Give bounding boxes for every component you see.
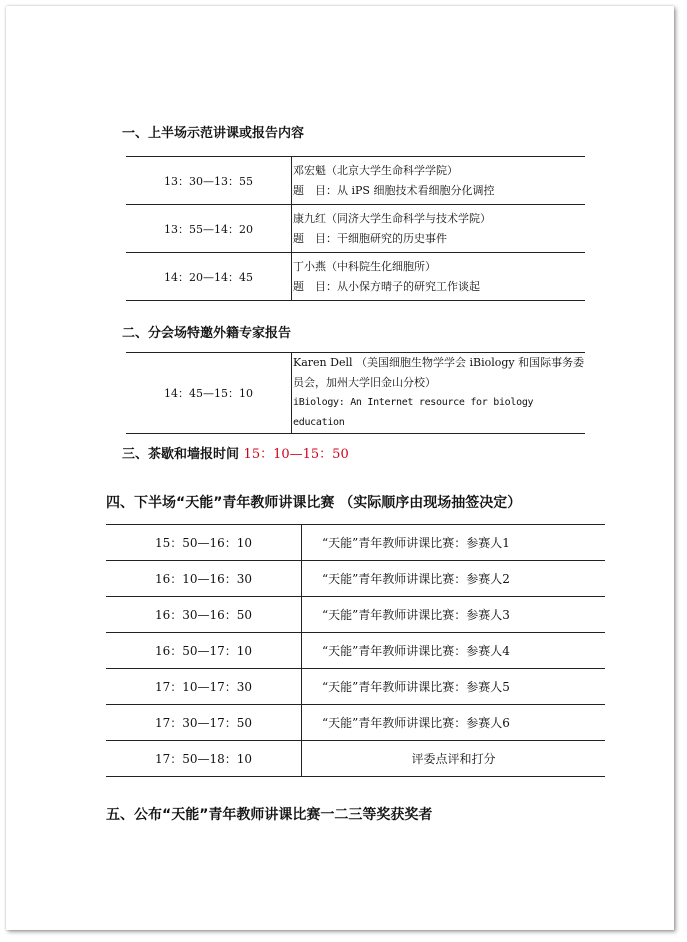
talk-title: iBiology: An Internet resource for biology education (293, 397, 534, 428)
section-3-heading (122, 443, 349, 462)
competition-table (106, 524, 605, 777)
time-cell: 17：10—17：30 (106, 669, 302, 705)
speaker: 丁小燕（中科院生化细胞所） (293, 259, 436, 273)
break-time: 15：10—15：50 (243, 447, 349, 462)
info-cell (292, 253, 586, 301)
time-cell: 13：30—13：55 (126, 157, 292, 205)
time-cell: 15：50—16：10 (106, 525, 302, 561)
time-cell: 14：20—14：45 (126, 253, 292, 301)
time-cell: 14：45—15：10 (126, 353, 292, 434)
time-cell: 17：30—17：50 (106, 705, 302, 741)
desc-cell: “天能”青年教师讲课比赛：参赛人1 (322, 536, 510, 550)
speaker: 康九红（同济大学生命科学与技术学院） (293, 211, 491, 225)
topic: 题 目：干细胞研究的历史事件 (293, 231, 447, 245)
desc-cell: “天能”青年教师讲课比赛：参赛人5 (322, 680, 510, 694)
speaker: 邓宏魁（北京大学生命科学学院） (293, 163, 458, 177)
affiliation-line: 员会，加州大学旧金山分校） (293, 376, 436, 389)
table-row (106, 633, 605, 669)
table-row (106, 525, 605, 561)
table-row (106, 669, 605, 705)
time-cell: 16：50—17：10 (106, 633, 302, 669)
section-5-heading: 五、公布“天能”青年教师讲课比赛一二三等奖获奖者 (106, 807, 433, 823)
desc-cell: “天能”青年教师讲课比赛：参赛人3 (322, 608, 510, 622)
info-cell (292, 353, 586, 434)
table-row (106, 597, 605, 633)
table-row (126, 353, 585, 434)
table-row (106, 741, 605, 777)
desc-cell: “天能”青年教师讲课比赛：参赛人4 (322, 644, 510, 658)
time-cell: 16：30—16：50 (106, 597, 302, 633)
table-row (106, 705, 605, 741)
info-cell (292, 205, 586, 253)
table-row (106, 561, 605, 597)
table-row (126, 157, 585, 205)
section-3-label: 三、茶歇和墙报时间 (122, 447, 240, 462)
session-2-table (126, 352, 585, 434)
topic: 题 目：从 iPS 细胞技术看细胞分化调控 (293, 183, 495, 197)
section-4-heading: 四、下半场“天能”青年教师讲课比赛 （实际顺序由现场抽签决定） (106, 495, 522, 511)
info-cell (292, 157, 586, 205)
time-cell: 13：55—14：20 (126, 205, 292, 253)
speaker-line: Karen Dell （美国细胞生物学学会 iBiology 和国际事务委 (293, 356, 585, 369)
table-row (126, 205, 585, 253)
desc-cell: “天能”青年教师讲课比赛：参赛人2 (322, 572, 510, 586)
time-cell: 16：10—16：30 (106, 561, 302, 597)
topic: 题 目：从小保方晴子的研究工作谈起 (293, 279, 480, 293)
document-page (6, 6, 674, 930)
section-2-heading: 二、分会场特邀外籍专家报告 (122, 326, 292, 341)
table-row (126, 253, 585, 301)
desc-cell: 评委点评和打分 (411, 752, 496, 766)
section-1-heading: 一、上半场示范讲课或报告内容 (122, 126, 305, 141)
session-1-table (126, 156, 585, 301)
desc-cell: “天能”青年教师讲课比赛：参赛人6 (322, 716, 510, 730)
time-cell: 17：50—18：10 (106, 741, 302, 777)
